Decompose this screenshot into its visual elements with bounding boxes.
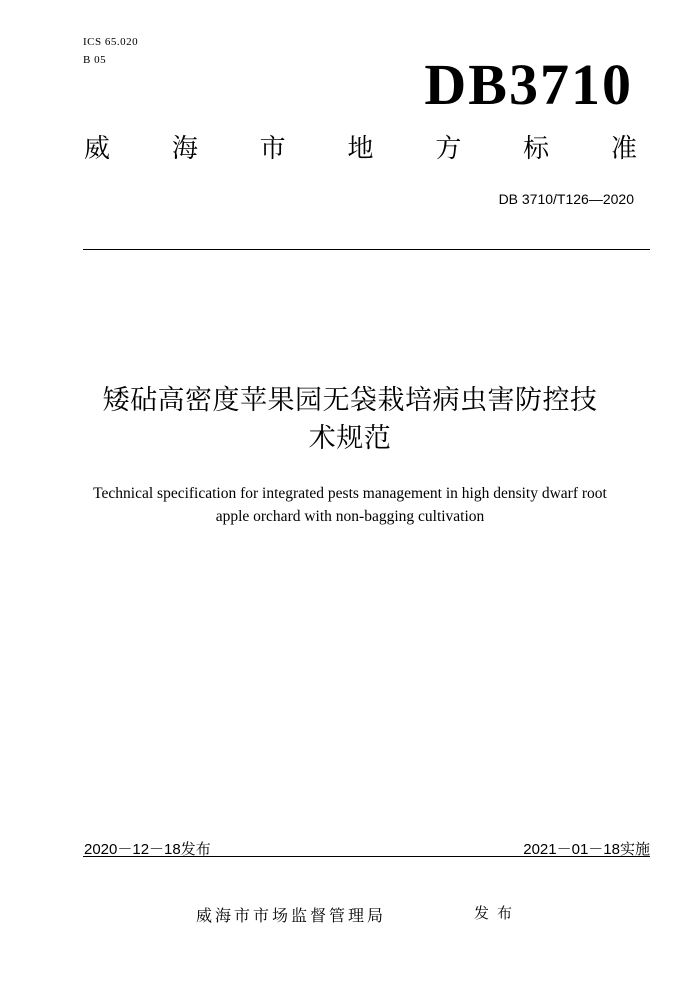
title-chinese-line1: 矮砧高密度苹果园无袋栽培病虫害防控技 xyxy=(102,385,598,416)
standard-type-char: 标 xyxy=(523,134,550,164)
title-english-line2: apple orchard with non-bagging cultivation xyxy=(215,508,485,525)
title-english xyxy=(40,482,660,528)
standard-type-char: 海 xyxy=(171,134,198,164)
implementation-date: 2021－01－18实施 xyxy=(523,841,650,858)
ccs-code: B 05 xyxy=(83,54,107,66)
header-divider xyxy=(83,249,650,250)
issue-date: 2020－12－18发布 xyxy=(84,841,211,858)
standard-number: DB 3710/T126—2020 xyxy=(498,191,634,207)
standard-type xyxy=(84,136,637,162)
standard-type-char: 市 xyxy=(259,134,286,164)
standard-code: DB3710 xyxy=(424,52,633,117)
ics-code: ICS 65.020 xyxy=(83,36,139,48)
title-chinese xyxy=(40,382,660,458)
footer-divider xyxy=(83,856,650,857)
standard-type-char: 威 xyxy=(84,134,111,164)
standard-type-char: 方 xyxy=(435,134,462,164)
title-chinese-line2: 术规范 xyxy=(308,423,392,454)
publish-label: 发布 xyxy=(474,904,521,922)
standard-type-char: 地 xyxy=(347,134,374,164)
standard-type-char: 准 xyxy=(610,134,637,164)
publisher: 威海市市场监督管理局 xyxy=(196,906,387,925)
title-english-line1: Technical specification for integrated pests management in high density dwarf root xyxy=(93,485,607,502)
